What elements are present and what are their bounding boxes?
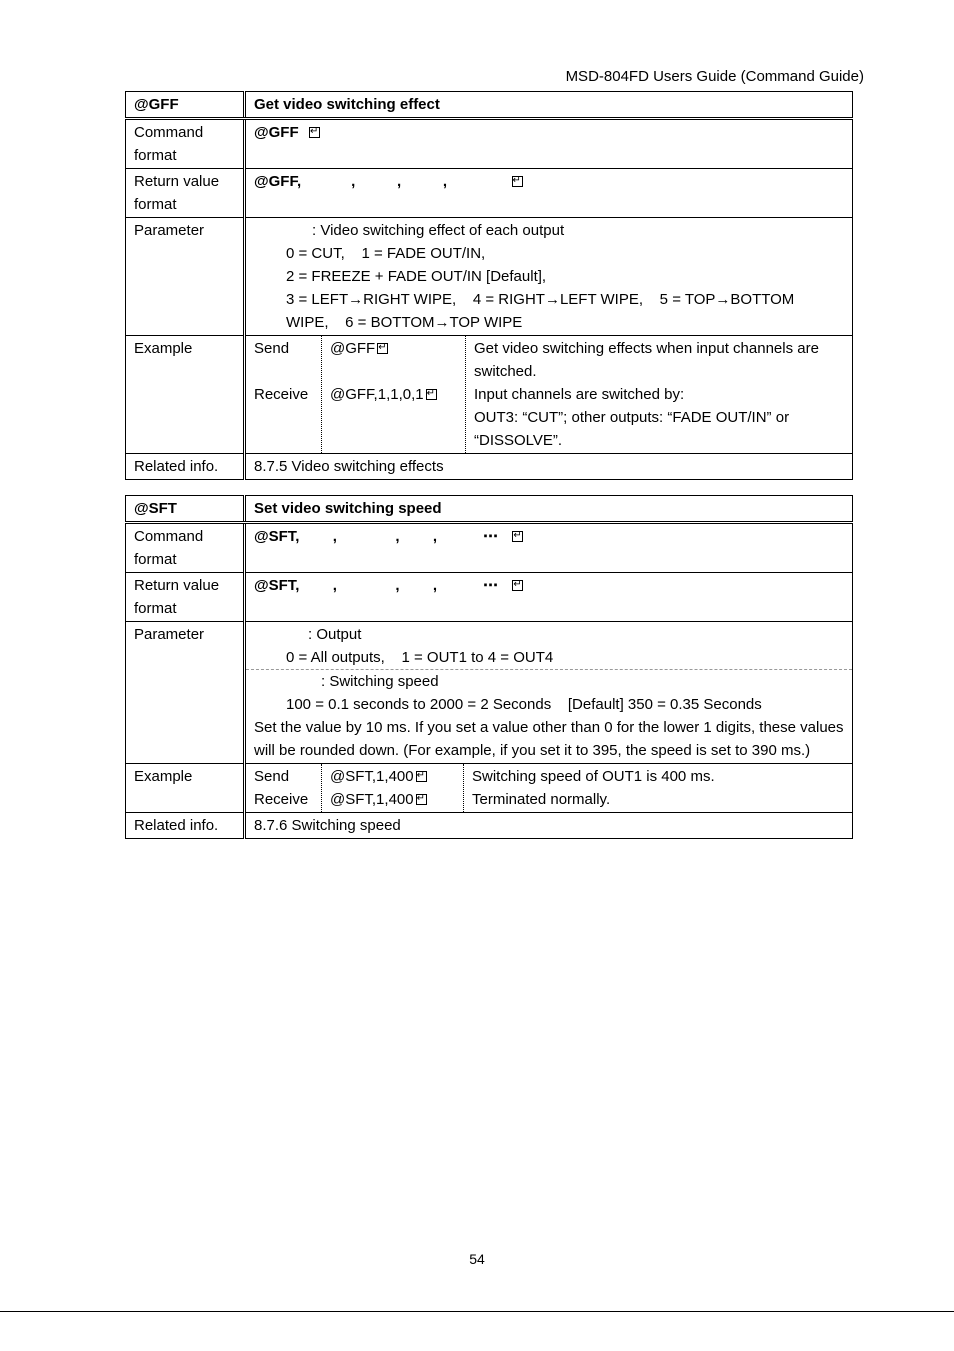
- sft-related-info: 8.7.6 Switching speed: [245, 813, 853, 839]
- sft-command-format-row: [126, 523, 853, 573]
- sft-example-cmd-col: [321, 764, 464, 812]
- gff-return-format-label: Return value format: [126, 169, 245, 218]
- return-key-icon: [512, 580, 523, 591]
- gff-example-note: Get video switching effects when input channels are switched.: [474, 340, 819, 380]
- sft-receive-cmd: @SFT,1,400: [330, 791, 414, 808]
- sft-return-separators: , , , ⋯: [299, 577, 511, 594]
- sft-param2-line: 100 = 0.1 seconds to 2000 = 2 Seconds [Default] 350 = 0.35 Seconds: [286, 696, 762, 713]
- gff-receive-cmd-line: [330, 383, 457, 406]
- gff-example-note: OUT3: “CUT”; other outputs: “FADE OUT/IN” or “DISSOLVE”.: [474, 409, 790, 449]
- sft-command-format-cell: [245, 523, 853, 573]
- gff-command-table: [125, 91, 853, 480]
- gff-return-format-cell: [245, 169, 853, 218]
- sft-example-cell: [245, 764, 853, 813]
- sft-param1-line: 0 = All outputs, 1 = OUT1 to 4 = OUT4: [286, 649, 554, 666]
- gff-header-row: [126, 92, 853, 119]
- gff-return-format: @GFF,: [254, 173, 302, 190]
- page-bottom-divider: [0, 1311, 954, 1312]
- sft-return-format: @SFT,: [254, 577, 300, 594]
- gff-param-line: WIPE, 6 = BOTTOM→TOP WIPE: [286, 314, 523, 331]
- sft-related-label: Related info.: [126, 813, 245, 839]
- sft-command-name: @SFT: [126, 496, 245, 523]
- page-header: MSD-804FD Users Guide (Command Guide): [565, 68, 864, 85]
- gff-related-label: Related info.: [126, 454, 245, 480]
- gff-receive-label: Receive: [254, 386, 309, 403]
- sft-header-row: [126, 496, 853, 523]
- return-key-icon: [416, 794, 427, 805]
- gff-parameter-row: [126, 218, 853, 336]
- gff-example-label: Example: [126, 336, 245, 454]
- sft-related-row: [126, 813, 853, 839]
- sft-example-row: [126, 764, 853, 813]
- gff-example-cell: [245, 336, 853, 454]
- gff-send-cmd-line: [330, 337, 457, 360]
- gff-param-line: 0 = CUT, 1 = FADE OUT/IN,: [286, 245, 486, 262]
- gff-return-format-row: [126, 169, 853, 218]
- gff-receive-cmd: @GFF,1,1,0,1: [330, 386, 424, 403]
- sft-command-description: Set video switching speed: [245, 496, 853, 523]
- gff-param-line: 3 = LEFT→RIGHT WIPE, 4 = RIGHT→LEFT WIPE, 5 = TOP→BOTTOM: [286, 291, 795, 308]
- gff-related-row: [126, 454, 853, 480]
- sft-example-notes: [464, 764, 852, 812]
- gff-related-info: 8.7.5 Video switching effects: [245, 454, 853, 480]
- sft-send-cmd: @SFT,1,400: [330, 768, 414, 785]
- sft-parameter-label: Parameter: [126, 622, 245, 764]
- sft-command-table: [125, 495, 853, 839]
- gff-command-description: Get video switching effect: [245, 92, 853, 119]
- return-key-icon: [426, 389, 437, 400]
- return-key-icon: [377, 343, 388, 354]
- sft-send-note: Switching speed of OUT1 is 400 ms.: [472, 768, 715, 785]
- sft-return-format-row: [126, 573, 853, 622]
- gff-parameter-label: Parameter: [126, 218, 245, 336]
- gff-example-cmd-col: [321, 336, 466, 453]
- sft-param2-description: : Switching speed: [321, 673, 439, 690]
- sft-param1-description: : Output: [308, 626, 362, 643]
- sft-command-format: @SFT,: [254, 528, 300, 545]
- gff-command-format-label: Command format: [126, 119, 245, 169]
- sft-return-format-cell: [245, 573, 853, 622]
- sft-send-cmd-line: [330, 765, 455, 788]
- return-key-icon: [309, 127, 320, 138]
- page-number: 54: [469, 1251, 485, 1267]
- return-key-icon: [416, 771, 427, 782]
- gff-example-row: [126, 336, 853, 454]
- sft-receive-note: Terminated normally.: [472, 791, 611, 808]
- sft-example-dir-col: [246, 764, 321, 812]
- gff-return-separators: , , ,: [301, 173, 510, 190]
- gff-parameter-cell: [245, 218, 853, 336]
- sft-command-format-label: Command format: [126, 523, 245, 573]
- sft-receive-cmd-line: [330, 788, 455, 811]
- sft-return-format-label: Return value format: [126, 573, 245, 622]
- gff-example-dir-col: [246, 336, 321, 453]
- sft-send-label: Send: [254, 768, 290, 785]
- gff-command-format: @GFF: [254, 124, 299, 141]
- return-key-icon: [512, 176, 523, 187]
- sft-receive-label: Receive: [254, 791, 309, 808]
- gff-send-cmd: @GFF: [330, 340, 376, 357]
- return-key-icon: [512, 531, 523, 542]
- gff-param-description: : Video switching effect of each output: [312, 222, 565, 239]
- sft-param2-note: Set the value by 10 ms. If you set a value other than 0 for the lower 1 digits, these values will be rounded down. (For example, if you set it to 395, the speed is set to 390 ms.): [254, 719, 844, 759]
- sft-parameter-cell: [245, 622, 853, 764]
- gff-param-line: 2 = FREEZE + FADE OUT/IN [Default],: [286, 268, 547, 285]
- sft-parameter-row: [126, 622, 853, 764]
- gff-command-name: @GFF: [126, 92, 245, 119]
- gff-send-label: Send: [254, 340, 290, 357]
- sft-command-separators: , , , ⋯: [299, 528, 511, 545]
- sft-param2-block: [246, 669, 852, 762]
- gff-example-note: Input channels are switched by:: [474, 386, 685, 403]
- sft-example-label: Example: [126, 764, 245, 813]
- gff-example-notes: [466, 336, 852, 453]
- gff-command-format-row: [126, 119, 853, 169]
- gff-command-format-cell: [245, 119, 853, 169]
